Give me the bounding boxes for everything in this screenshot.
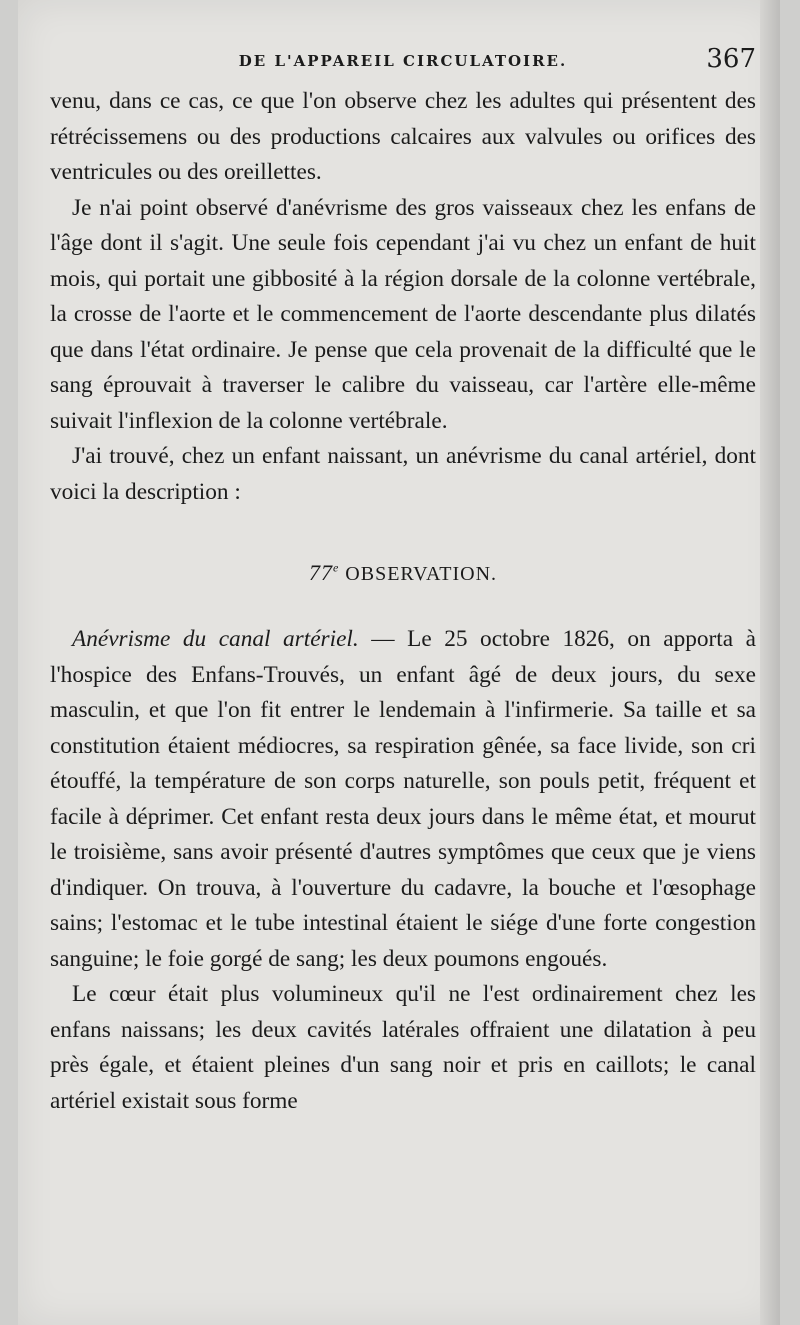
book-page (18, 0, 780, 1325)
observation-title: Anévrisme du canal artériel. (72, 626, 359, 652)
paragraph-2: Je n'ai point observé d'anévrisme des gros vaisseaux chez les enfans de l'âge dont il s'agit. Une seule fois cependant j'ai vu chez un enfant de huit mois, qui portait une gibbosité à la région dorsale de la colonne vertébrale, la crosse de l'aorte et le commencement de l'aorte descendante plus dilatés que dans l'état ordinaire. Je pense que cela provenait de la difficulté que le sang éprouvait à traverser le calibre du vaisseau, car l'artère elle-même suivait l'inflexion de la colonne vertébrale. (50, 194, 756, 434)
paragraph-4 (50, 622, 756, 977)
page-number: 367 (706, 44, 756, 74)
observation-number: 77e (308, 560, 340, 585)
observation-label: OBSERVATION. (345, 563, 498, 585)
observation-heading (50, 560, 756, 586)
paragraph-4-text: — Le 25 octobre 1826, on apporta à l'hospice des Enfans-Trouvés, un enfant âgé de deux jours, du sexe masculin, et que l'on fit entrer le lendemain à l'infirmerie. Sa taille et sa constitution étaient médiocres, sa respiration gênée, sa face livide, son cri étouffé, la température de son corps naturelle, son pouls petit, fréquent et facile à déprimer. Cet enfant resta deux jours dans le même état, et mourut le troisième, sans avoir présenté d'autres symptômes que ceux que je viens d'indiquer. On trouva, à l'ouverture du cadavre, la bouche et l'œsophage sains; l'estomac et le tube intestinal étaient le siége d'une forte congestion sanguine; le foie gorgé de sang; les deux poumons engoués. (50, 626, 756, 972)
page-content (50, 44, 756, 1119)
running-title: DE L'APPAREIL CIRCULATOIRE. (238, 52, 568, 70)
paragraph-3: J'ai trouvé, chez un enfant naissant, un anévrisme du canal artériel, dont voici la description : (50, 443, 756, 505)
running-head (50, 44, 756, 84)
paragraph-1: venu, dans ce cas, ce que l'on observe chez les adultes qui présentent des rétrécissemens ou des productions calcaires aux valvules ou orifices des ventricules ou des oreillettes. (50, 88, 756, 185)
paragraph-5: Le cœur était plus volumineux qu'il ne l'est ordinairement chez les enfans naissans; les deux cavités latérales offraient une dilatation à peu près égale, et étaient pleines d'un sang noir et pris en caillots; le canal artériel existait sous forme (50, 981, 756, 1114)
page-edge (760, 0, 780, 1325)
observation-number-suffix: e (332, 560, 340, 575)
